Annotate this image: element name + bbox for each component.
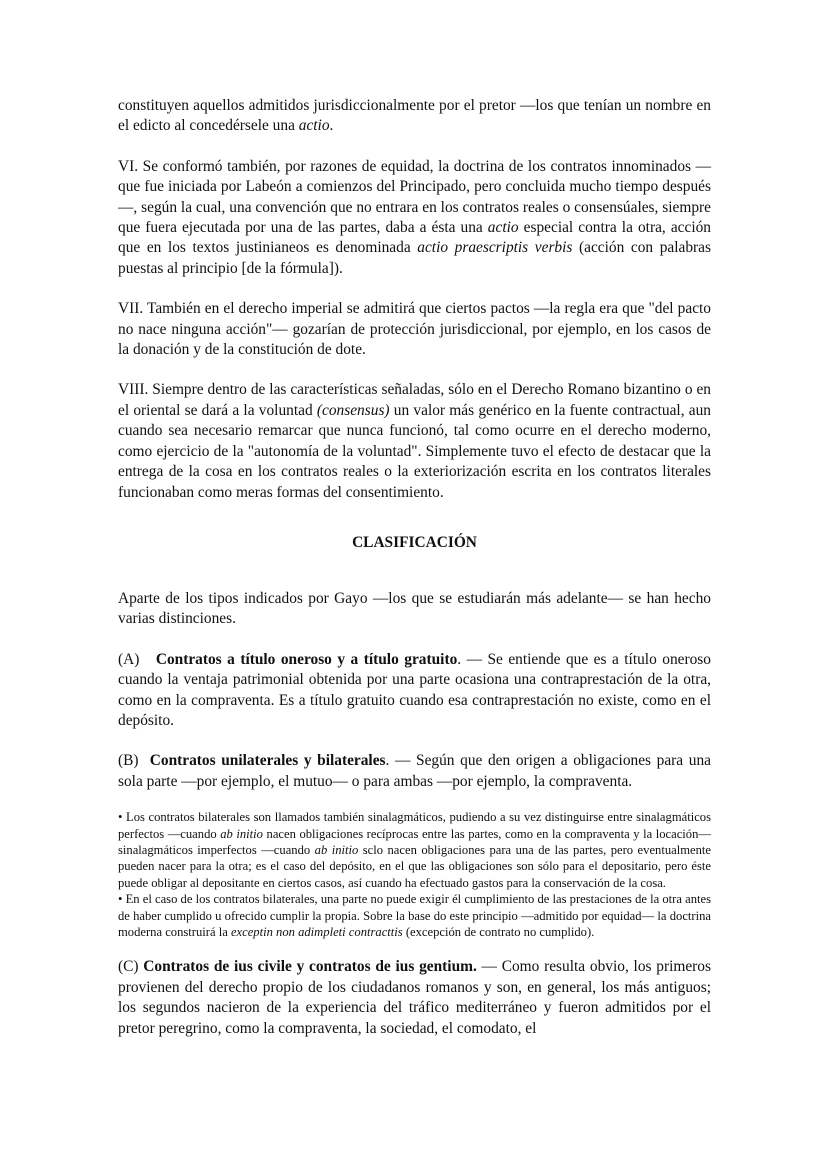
paragraph-text: (acción con palabras puestas al principio [de la fórmula]).: [118, 239, 711, 277]
paragraph-text: .: [329, 117, 334, 135]
paragraph-c: [118, 957, 711, 1039]
note-text: (excepción de contrato no cumplido).: [402, 925, 595, 939]
paragraph-text: VIII. Siempre dentro de las características señaladas, sólo en el Derecho Romano bizantino o en el oriental se dará a la voluntad: [118, 381, 711, 419]
note-text: nacen obligaciones recíprocas entre las partes, como en la compraventa y la locación— sinalagmáticos imperfectos —cuando: [118, 826, 711, 857]
note-text: En el caso de los contratos bilaterales, una parte no puede exigir él cumplimiento de las prestaciones de la otra antes de haber cumplido u ofrecido cumplir la propia. Sobre la base do este principio —admitido por equidad— la doctrina moderna construirá la: [118, 892, 711, 939]
paragraph-text: VI. Se conformó también, por razones de equidad, la doctrina de los contratos innominados —que fue iniciada por Labeón a comienzos del Principado, pero concluida mucho tiempo después—, según la cual, una convención que no entrara en los contratos reales o consensúales, siempre que fuera ejecutada por una de las partes, daba a ésta una: [118, 157, 711, 237]
paragraph-intro: [118, 589, 711, 630]
note-text: sclo nacen obligaciones para una de las partes, pero eventualmente pueden nacer para la otra; es el caso del depósito, en el que las obligaciones son sólo para el depositario, pero éste puede obligar al depositante en ciertos casos, así cuando ha efectuado gastos para la conservación de la cosa.: [118, 842, 711, 890]
bullet-icon: •: [118, 892, 123, 907]
paragraph-text: . — Según que den origen a obligaciones para una sola parte —por ejemplo, el mutuo— o para ambas —por ejemplo, la compraventa.: [118, 752, 711, 790]
paragraph-text: Aparte de los tipos indicados por Gayo —los que se estudiarán más adelante— se han hecho varias distinciones.: [118, 589, 711, 628]
notes-block: [118, 809, 711, 940]
italic-term: ab initio: [220, 826, 263, 841]
item-label: (C): [118, 958, 144, 976]
bullet-icon: •: [118, 810, 123, 825]
paragraph-vii: [118, 299, 711, 360]
italic-term: exceptin non adimpleti contracttis: [230, 925, 403, 939]
paragraph-text: . — Se entiende que es a título oneroso cuando la ventaja patrimonial obtenida por una parte ocasiona una contraprestación de la otra, como en la compraventa. Es a título gratuito cuando esa contraprestación no existe, como en el depósito.: [118, 650, 711, 729]
paragraph-text: un valor más genérico en la fuente contractual, aun cuando sea necesario remarcar que nunca funcionó, tal como ocurre en el derecho moderno, como ejercicio de la "autonomía de la voluntad". Simplemente tuvo el efecto de destacar que la entrega de la cosa en los contratos reales o la exteriorización escrita en los contratos literales funcionaban como meras formas del consentimiento.: [118, 401, 712, 501]
paragraph-vi: [118, 157, 711, 279]
note-2: [118, 891, 711, 940]
note-1: [118, 809, 711, 891]
item-label: (B): [118, 752, 150, 770]
paragraph-viii: [118, 380, 711, 502]
item-title: Contratos unilaterales y bilaterales: [149, 752, 386, 770]
paragraph-b: [118, 751, 711, 792]
paragraph-text: constituyen aquellos admitidos jurisdiccionalmente por el pretor —los que tenían un nombre en el edicto al concedérsele una: [118, 97, 711, 135]
paragraph-text: VII. También en el derecho imperial se admitirá que ciertos pactos —la regla era que "del pacto no nace ninguna acción"— gozarían de protección jurisdiccional, por ejemplo, en los casos de la donación y de la constitución de dote.: [118, 300, 711, 359]
paragraph-a: [118, 650, 711, 732]
italic-term: (consensus): [316, 401, 390, 419]
paragraph-continuation: [118, 96, 711, 137]
item-title: Contratos de ius civile y contratos de ius gentium.: [143, 958, 477, 976]
paragraph-text: especial contra la otra, acción que en los textos justinianeos es denominada: [118, 219, 711, 257]
note-text: Los contratos bilaterales son llamados también sinalagmáticos, pudiendo a su vez distinguirse entre sinalagmáticos perfectos —cuando: [118, 810, 711, 841]
section-heading: CLASIFICACIÓN: [352, 533, 477, 551]
item-title: Contratos a título oneroso y a título gratuito: [155, 650, 458, 668]
italic-term: actio: [298, 117, 330, 135]
italic-term: actio: [487, 219, 519, 237]
italic-term: ab initio: [314, 842, 359, 857]
paragraph-text: — Como resulta obvio, los primeros provienen del derecho propio de los ciudadanos romanos y son, en general, los más antiguos; los segundos nacieron de la experiencia del tráfico mediterráneo y fueron admitidos por el pretor peregrino, como la compraventa, la sociedad, el comodato, el: [118, 958, 711, 1037]
italic-term: actio praescriptis verbis: [417, 239, 573, 257]
item-label: (A): [118, 650, 156, 668]
